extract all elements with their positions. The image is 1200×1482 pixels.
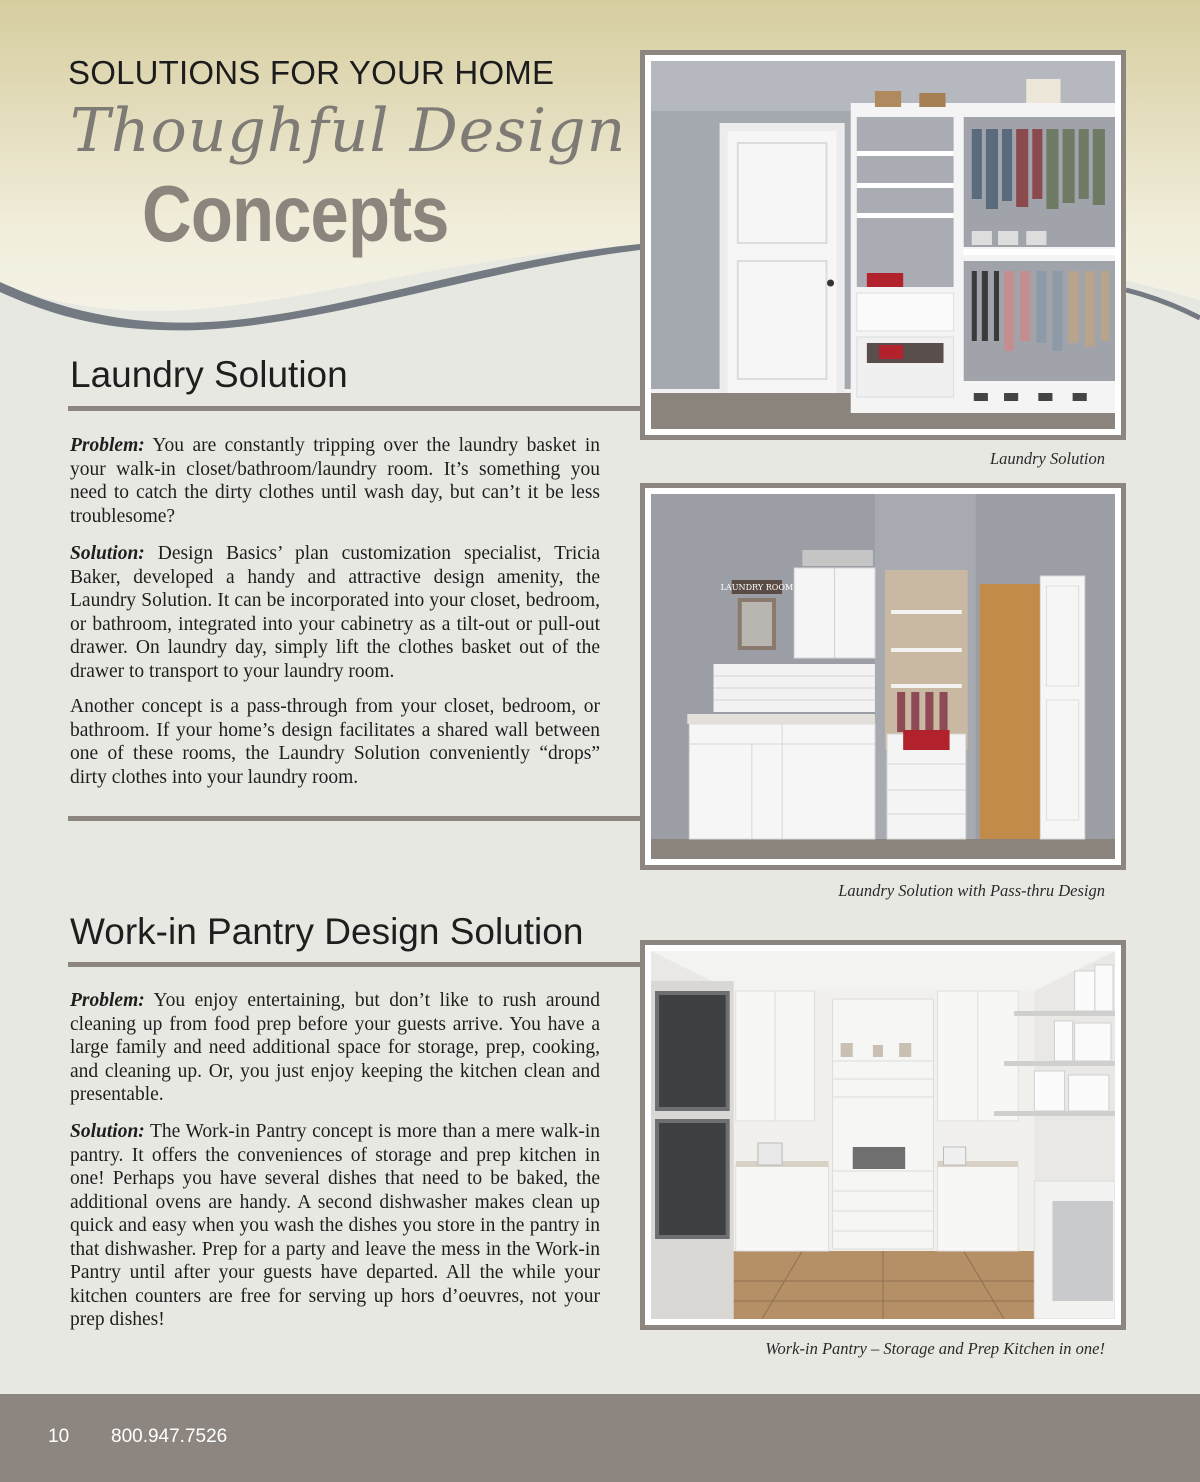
bold-title: Concepts	[142, 169, 449, 258]
pantry-solution	[70, 1120, 600, 1332]
photo-laundry-pass-thru	[640, 483, 1126, 870]
caption-photo3: Work-in Pantry – Storage and Prep Kitchen in one!	[765, 1339, 1105, 1358]
solution-label: Solution:	[70, 543, 145, 564]
laundry-section-title: Laundry Solution	[70, 354, 348, 395]
solution-text: The Work-in Pantry concept is more than a mere walk-in pantry. It offers the conveniences of storage and prep kitchen in one! Perhaps you have several dishes that need to be baked, the additional ovens are handy. A second dishwasher makes clean up quick and easy when you wash the dishes you store in the pantry in that dishwasher. Prep for a party and leave the mess in the Work-in Pantry until after your guests have departed. All the while your kitchen counters are free for serving up hors d’oeuvres, not your prep dishes!	[70, 1121, 600, 1330]
laundry-solution	[70, 542, 600, 683]
phone-number: 800.947.7526	[111, 1426, 228, 1447]
photo-work-in-pantry	[640, 940, 1126, 1330]
solution-label: Solution:	[70, 1121, 145, 1142]
pass-thru-illustration	[651, 494, 1115, 859]
problem-label: Problem:	[70, 990, 145, 1011]
page-number: 10	[48, 1426, 70, 1447]
caption-photo1: Laundry Solution	[989, 449, 1105, 468]
header-kicker: SOLUTIONS FOR YOUR HOME	[68, 54, 555, 91]
laundry-room-sign: LAUNDRY ROOM	[720, 583, 794, 592]
problem-text: You enjoy entertaining, but don’t like to rush around cleaning up from food prep before your guests arrive. You have a large family and need additional space for storage, prep, cooking, and cleaning up. Or, you just enjoy keeping the kitchen clean and presentable.	[70, 990, 600, 1105]
photo-laundry-closet	[640, 50, 1126, 440]
solution-text: Design Basics’ plan customization specialist, Tricia Baker, developed a handy and attractive design amenity, the Laundry Solution. It can be incorporated into your closet, bedroom, or bathroom, integrated into your cabinetry as a tilt-out or pull-out drawer. On laundry day, simply lift the clothes basket out of the drawer to transport to your laundry room.	[70, 543, 600, 682]
script-title: Thoughful Design	[70, 96, 627, 166]
page-footer	[0, 1394, 1200, 1482]
pantry-illustration	[651, 951, 1115, 1319]
caption-photo2: Laundry Solution with Pass-thru Design	[838, 881, 1105, 900]
laundry-problem	[70, 434, 600, 528]
problem-text: You are constantly tripping over the laundry basket in your walk-in closet/bathroom/laundry room. It’s something you need to catch the dirty clothes until wash day, but can’t it be less troublesome?	[70, 435, 600, 527]
pantry-title-rule	[68, 962, 640, 967]
laundry-title-rule	[68, 406, 640, 411]
problem-label: Problem:	[70, 435, 145, 456]
pantry-section-title: Work-in Pantry Design Solution	[70, 911, 584, 952]
closet-illustration	[651, 61, 1115, 429]
laundry-end-rule	[68, 816, 640, 821]
laundry-pass-through: Another concept is a pass-through from your closet, bedroom, or bathroom. If your home’s design facilitates a shared wall between one of these rooms, the Laundry Solution conveniently “drops” dirty clothes into your laundry room.	[70, 696, 600, 788]
pantry-problem	[70, 989, 600, 1107]
